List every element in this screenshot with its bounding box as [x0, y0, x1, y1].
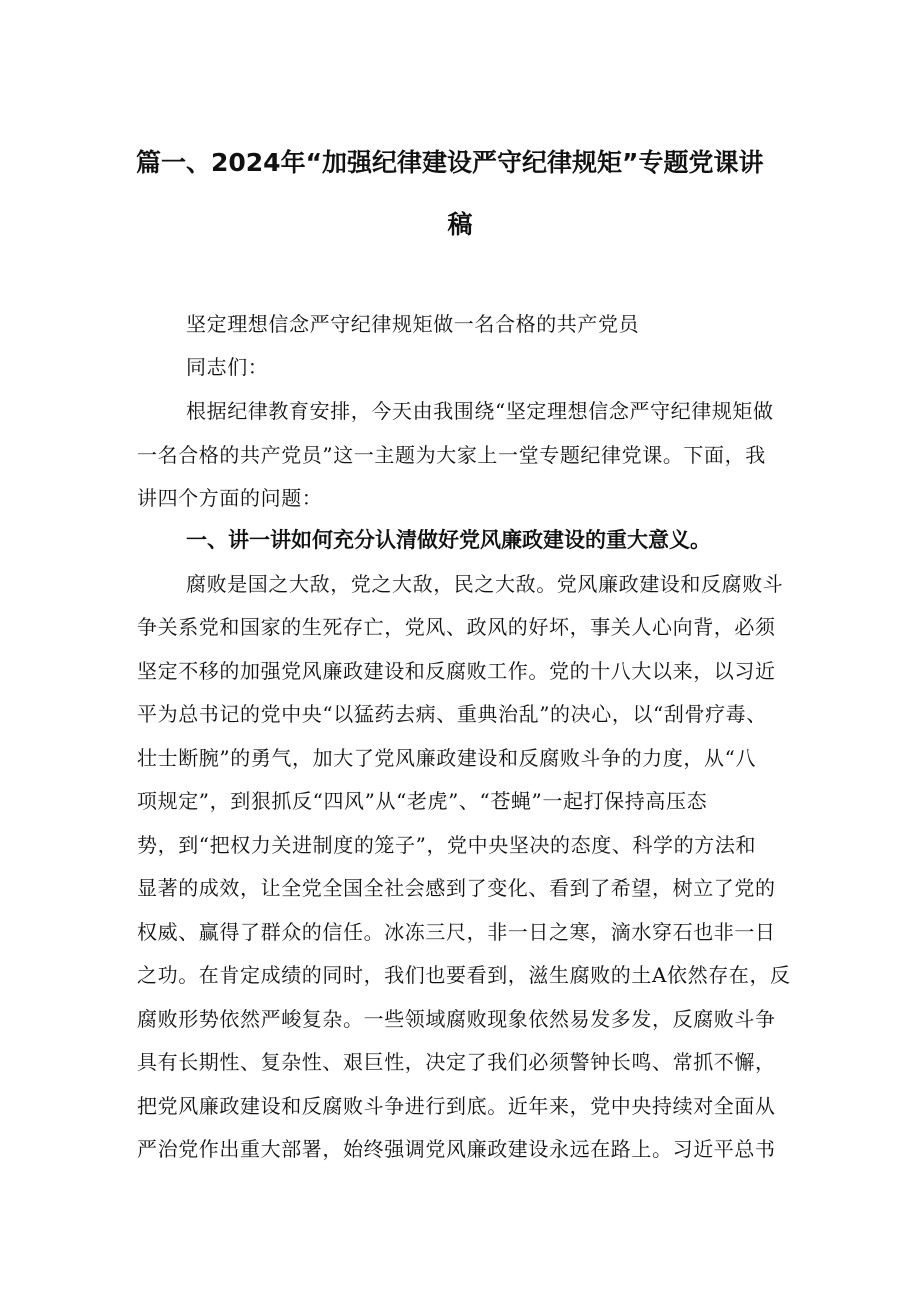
body-line: 严治党作出重大部署，始终强调党风廉政建设永远在路上。习近平总书: [137, 1137, 776, 1161]
intro-line: 讲四个方面的问题：: [137, 486, 323, 510]
document-title-line-2: 稿: [447, 210, 473, 239]
intro-line: 一名合格的共产党员”这一主题为大家上一堂专题纪律党课。下面，我: [137, 443, 766, 467]
salutation: 同志们：: [186, 355, 269, 379]
intro-line: 根据纪律教育安排，今天由我围绕“坚定理想信念严守纪律规矩做: [186, 399, 774, 423]
section-1-heading: 一、讲一讲如何充分认清做好党风廉政建设的重大意义。: [186, 528, 711, 552]
body-line: 腐败是国之大敌，党之大敌，民之大敌。党风廉政建设和反腐败斗: [186, 572, 784, 596]
body-line: 坚定不移的加强党风廉政建设和反腐败工作。党的十八大以来，以习近: [137, 659, 776, 683]
body-line: 势，到“把权力关进制度的笼子”，党中央坚决的态度、科学的方法和: [137, 833, 757, 857]
body-line: 把党风廉政建设和反腐败斗争进行到底。近年来，党中央持续对全面从: [137, 1094, 776, 1118]
body-line: 权威、赢得了群众的信任。冰冻三尺，非一日之寒，滴水穿石也非一日: [137, 920, 776, 944]
document-title-line-1: 篇一、2024年“加强纪律建设严守纪律规矩”专题党课讲: [136, 148, 764, 177]
body-line: 争关系党和国家的生死存亡，党风、政风的好坏，事关人心向背，必须: [137, 615, 776, 639]
body-line: 具有长期性、复杂性、艰巨性，决定了我们必须警钟长鸣、常抓不懈，: [137, 1050, 776, 1074]
body-line: 腐败形势依然严峻复杂。一些领域腐败现象依然易发多发，反腐败斗争: [137, 1007, 776, 1031]
body-line: 之功。在肯定成绩的同时，我们也要看到，滋生腐败的土A依然存在，反: [137, 963, 791, 987]
body-line: 显著的成效，让全党全国全社会感到了变化、看到了希望，树立了党的: [137, 876, 776, 900]
body-line: 壮士断腕”的勇气，加大了党风廉政建设和反腐败斗争的力度，从“八: [137, 746, 757, 770]
body-line: 平为总书记的党中央“以猛药去病、重典治乱”的决心，以“刮骨疗毒、: [137, 702, 767, 726]
speech-subtitle: 坚定理想信念严守纪律规矩做一名合格的共产党员: [186, 312, 640, 336]
body-line: 项规定”，到狠抓反“四风”从“老虎”、“苍蝇”一起打保持高压态: [137, 789, 708, 813]
